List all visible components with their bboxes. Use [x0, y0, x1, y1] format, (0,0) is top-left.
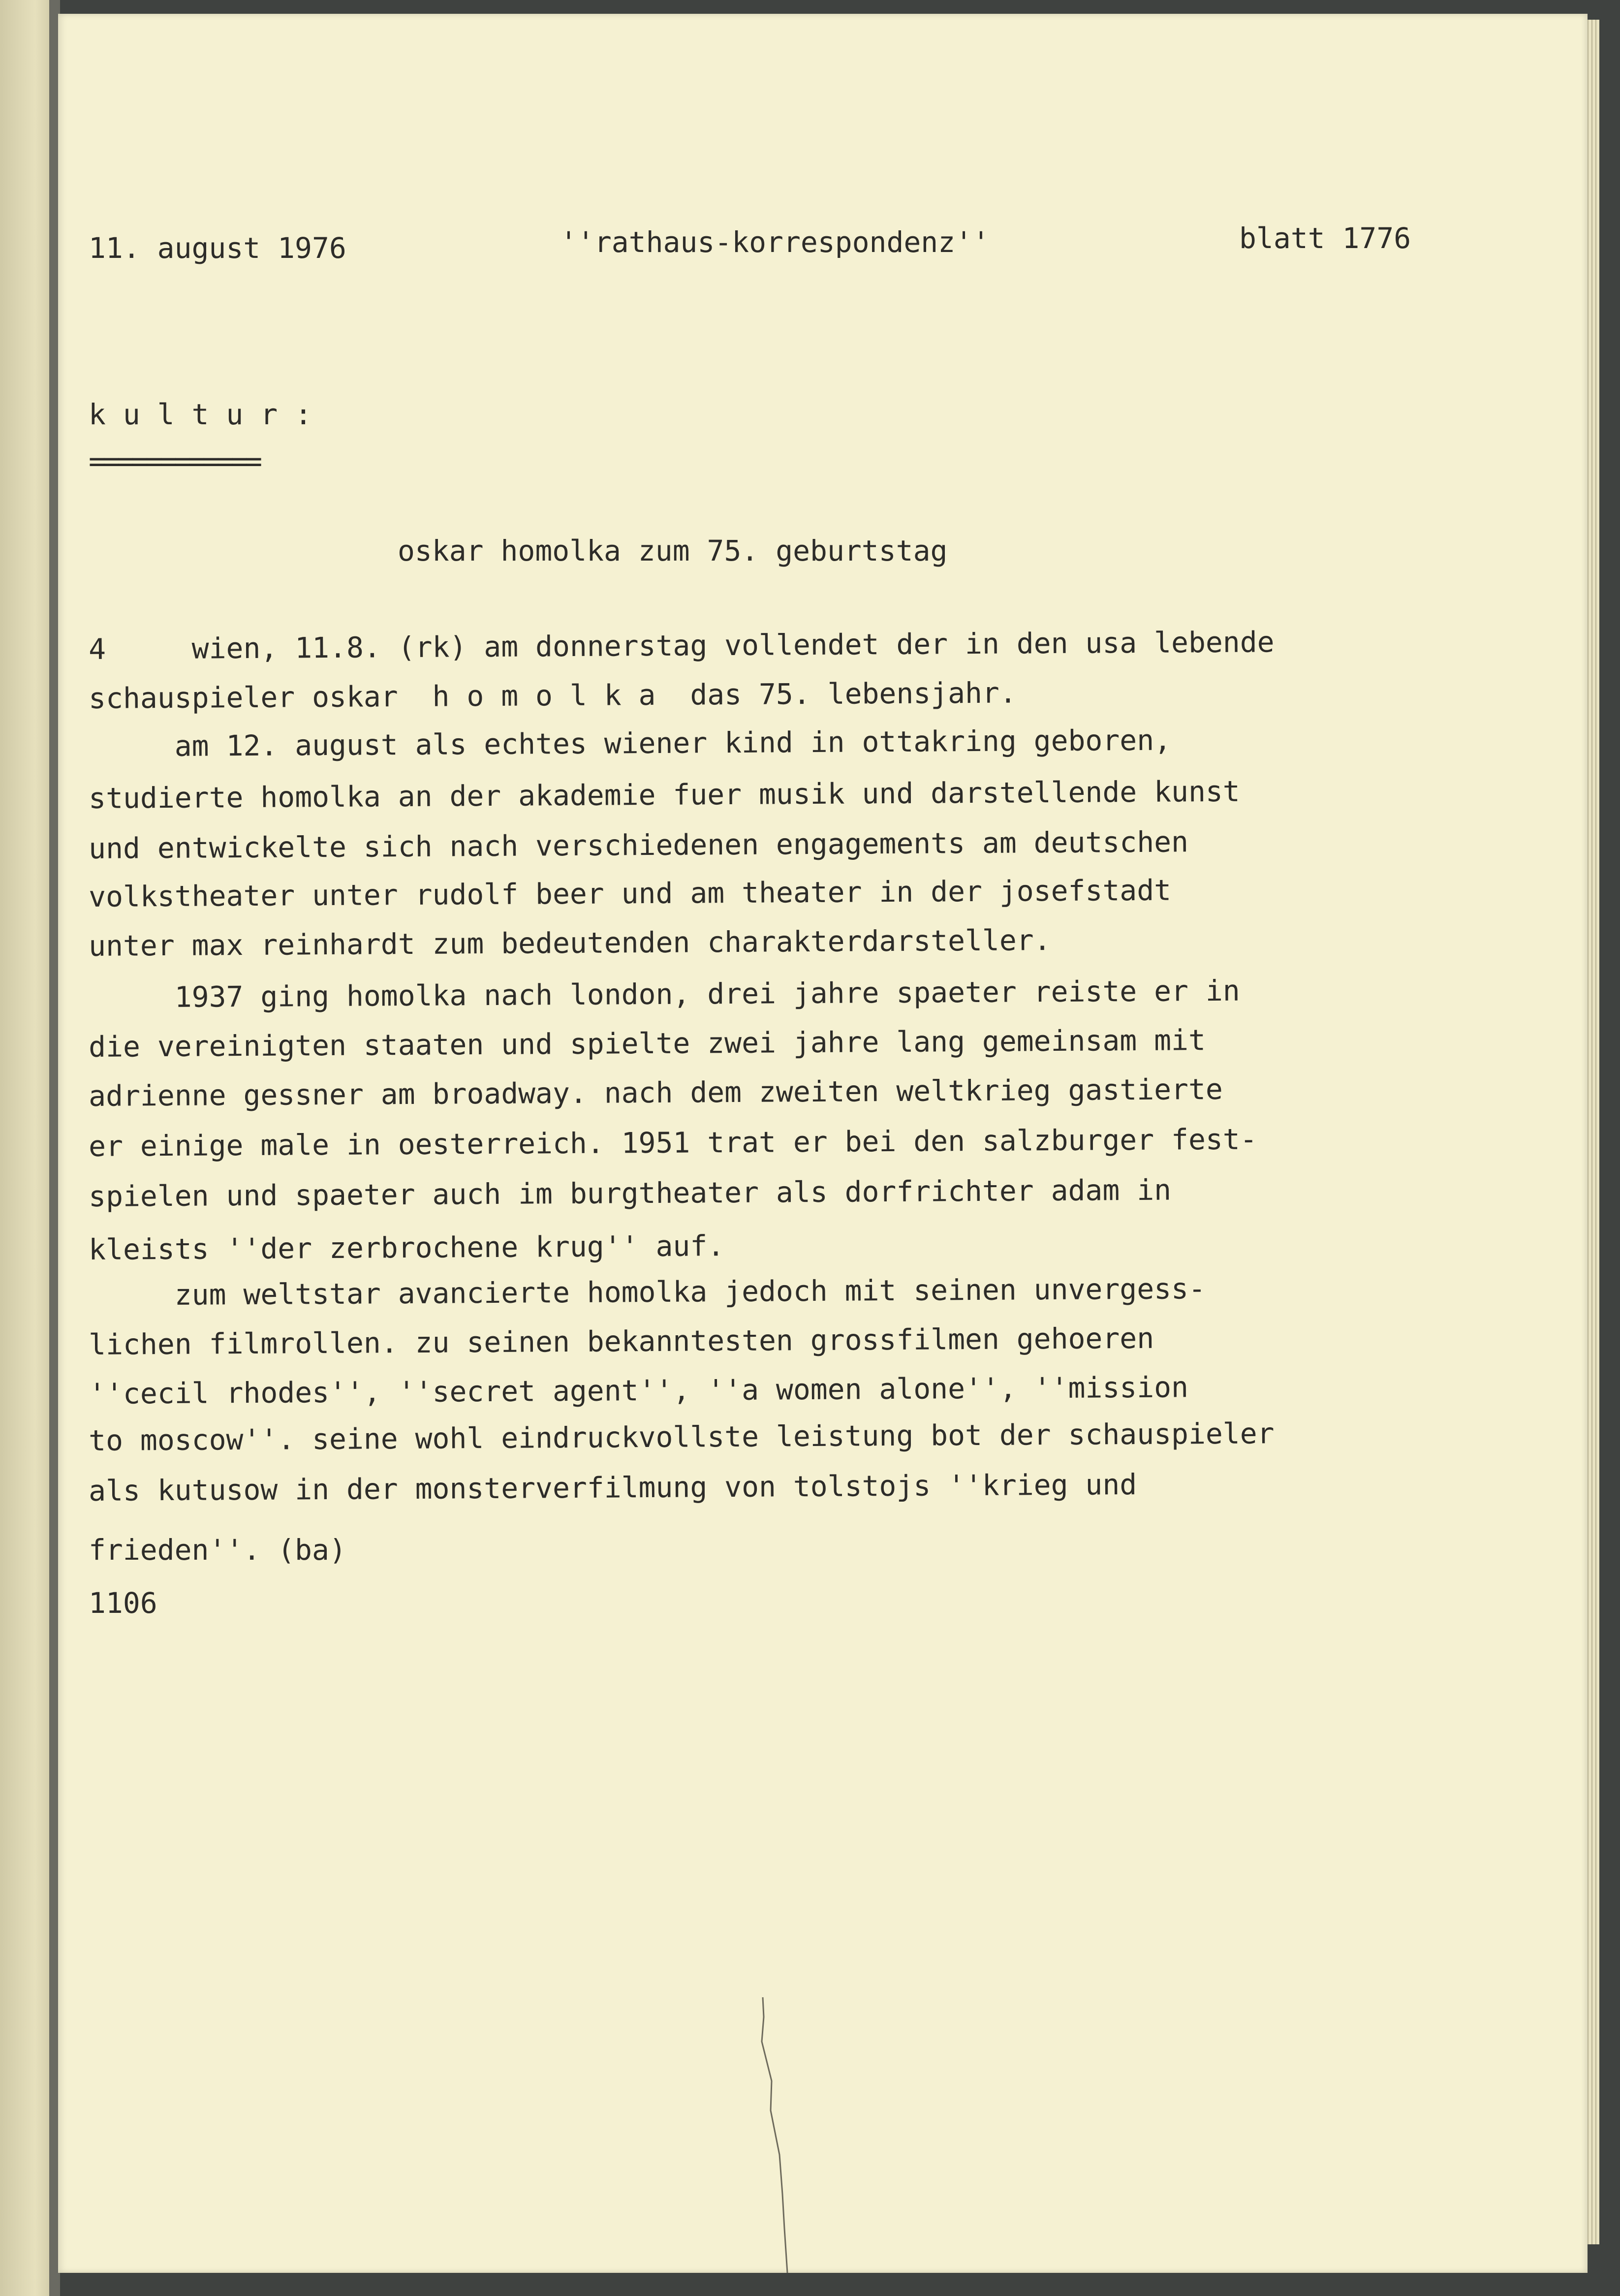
- body-line: 4 wien, 11.8. (rk) am donnerstag vollendet der in den usa lebende: [88, 625, 1275, 666]
- header-date: 11. august 1976: [89, 231, 346, 265]
- body-line: volkstheater unter rudolf beer und am theater in der josefstadt: [88, 873, 1172, 913]
- body-line: als kutusow in der monsterverfilmung von tolstojs ''krieg und: [88, 1467, 1137, 1508]
- article-title: oskar homolka zum 75. geburtstag: [398, 534, 948, 567]
- body-line: die vereinigten staaten und spielte zwei jahre lang gemeinsam mit: [88, 1023, 1206, 1064]
- body-line: unter max reinhardt zum bedeutenden charakterdarsteller.: [88, 923, 1051, 963]
- body-line: und entwickelte sich nach verschiedenen engagements am deutschen: [88, 825, 1189, 865]
- body-line: studierte homolka an der akademie fuer musik und darstellende kunst: [88, 774, 1240, 815]
- body-line: kleists ''der zerbrochene krug'' auf.: [88, 1229, 725, 1266]
- body-line: ''cecil rhodes'', ''secret agent'', ''a women alone'', ''mission: [88, 1370, 1189, 1411]
- body-line: lichen filmrollen. zu seinen bekanntesten grossfilmen gehoeren: [88, 1321, 1154, 1361]
- body-line: frieden''. (ba): [89, 1533, 346, 1567]
- body-line: schauspieler oskar h o m o l k a das 75. lebensjahr.: [88, 676, 1017, 715]
- body-line: 1106: [89, 1586, 157, 1620]
- section-label: k u l t u r :: [89, 398, 312, 431]
- body-line: am 12. august als echtes wiener kind in ottakring geboren,: [88, 723, 1172, 763]
- body-line: 1937 ging homolka nach london, drei jahre spaeter reiste er in: [88, 974, 1240, 1014]
- body-line: er einige male in oesterreich. 1951 trat er bei den salzburger fest-: [88, 1122, 1257, 1163]
- body-line: zum weltstar avancierte homolka jedoch mit seinen unvergess-: [88, 1272, 1206, 1312]
- paper-crease: [757, 1997, 796, 2273]
- header-sheet: blatt 1776: [1239, 221, 1411, 255]
- body-line: to moscow''. seine wohl eindruckvollste leistung bot der schauspieler: [88, 1416, 1275, 1457]
- body-line: spielen und spaeter auch im burgtheater als dorfrichter adam in: [88, 1173, 1172, 1213]
- body-line: adrienne gessner am broadway. nach dem zweiten weltkrieg gastierte: [88, 1072, 1223, 1113]
- header-publication: ''rathaus-korrespondenz'': [560, 225, 990, 259]
- section-underline: ============: [89, 444, 260, 478]
- page-sheet: [58, 14, 1588, 2273]
